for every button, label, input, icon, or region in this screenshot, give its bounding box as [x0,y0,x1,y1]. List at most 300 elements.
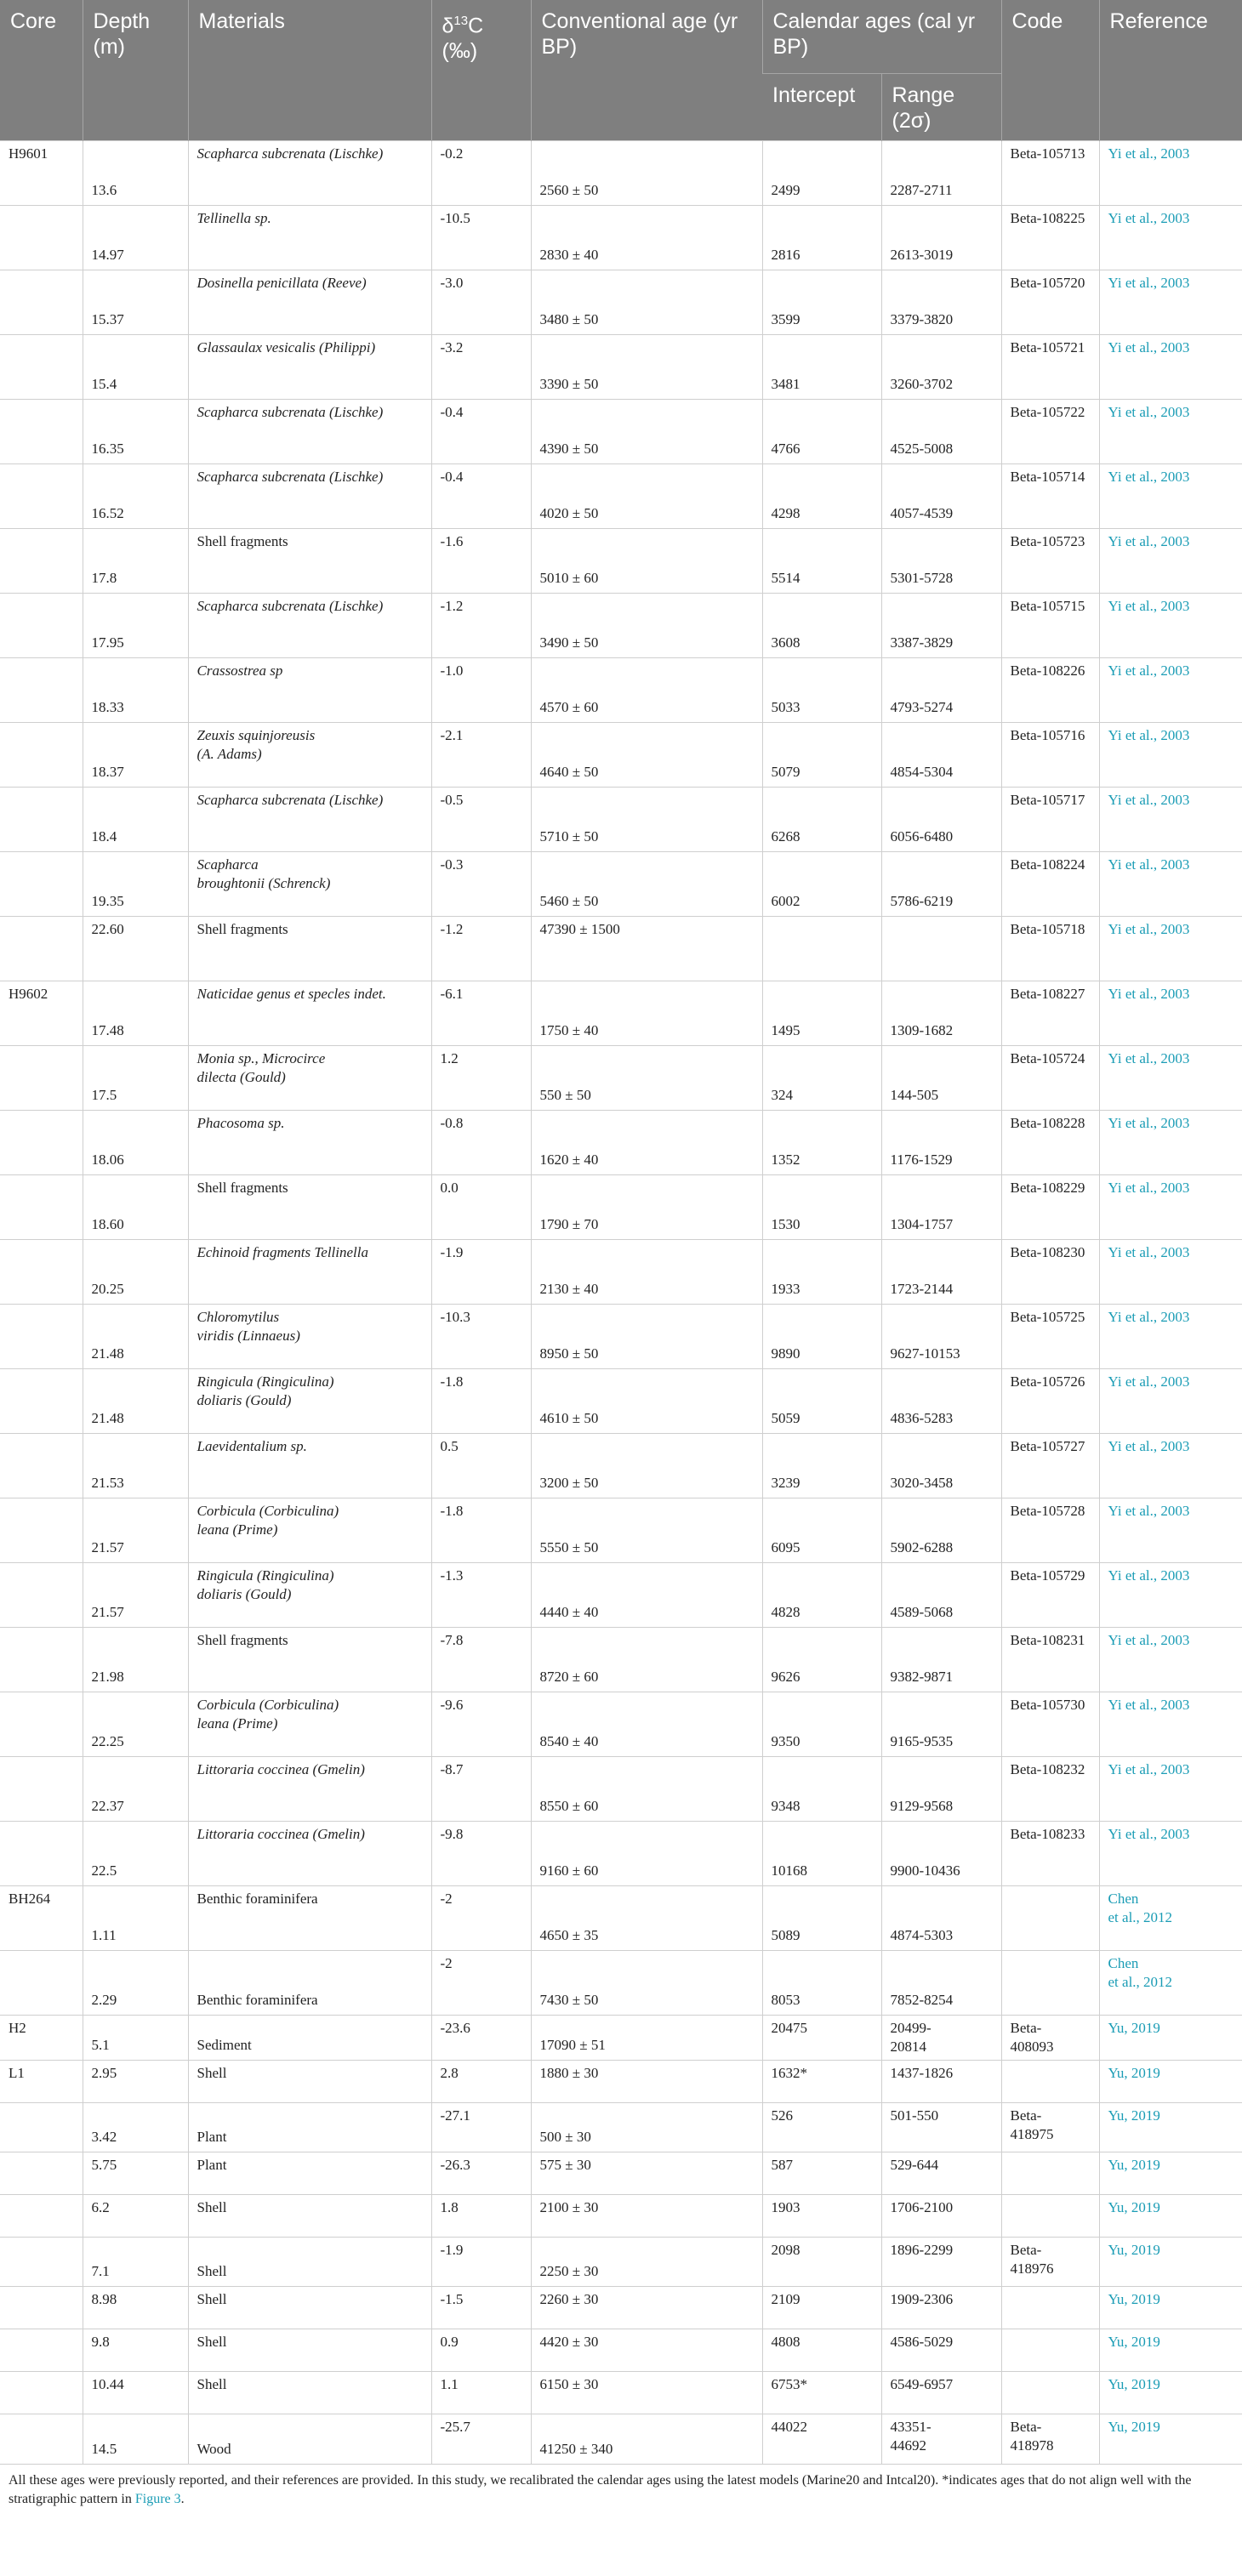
intercept-cell: 3599 [771,311,800,327]
d13c-cell: -9.6 [440,1697,464,1713]
code-cell: Beta- 408093 [1010,2020,1054,2055]
header-core: Core [0,0,83,141]
table-body [0,141,1242,2464]
depth-cell: 18.60 [91,1216,124,1232]
table-row [0,2061,1242,2103]
reference-link[interactable]: Chen et al., 2012 [1108,1891,1173,1925]
d13c-cell: -0.8 [440,1115,464,1131]
reference-link[interactable]: Yi et al., 2003 [1108,1180,1190,1196]
code-cell: Beta-105729 [1010,1567,1085,1584]
range-cell: 4057-4539 [890,505,954,521]
conventional-age-cell: 1790 ± 70 [539,1216,599,1232]
material-cell: Dosinella penicillata (Reeve) [197,275,367,291]
code-cell: Beta-105726 [1010,1373,1085,1390]
range-cell: 9382-9871 [890,1669,954,1685]
conventional-age-cell: 500 ± 30 [539,2129,591,2145]
d13c-cell: -1.0 [440,662,464,679]
d13c-cell: 1.1 [440,2376,459,2392]
conventional-age-cell: 5010 ± 60 [539,570,599,586]
material-cell: Echinoid fragments Tellinella [197,1244,368,1260]
material-cell: Shell fragments [197,1632,288,1648]
header-calendar-ages: Calendar ages (cal yr BP) [762,0,1001,74]
depth-cell: 13.6 [91,182,117,198]
d13c-cell: -2 [440,1955,453,1971]
intercept-cell: 9348 [771,1798,800,1814]
reference-link[interactable]: Yi et al., 2003 [1108,1115,1190,1131]
reference-link[interactable]: Yu, 2019 [1108,2199,1160,2215]
range-cell: 4874-5303 [890,1927,954,1943]
reference-link[interactable]: Yi et al., 2003 [1108,1050,1190,1066]
reference-link[interactable]: Yi et al., 2003 [1108,210,1190,226]
range-cell: 9900-10436 [890,1862,960,1879]
reference-link[interactable]: Yi et al., 2003 [1108,662,1190,679]
depth-cell: 18.06 [91,1152,124,1168]
range-cell: 20499- 20814 [890,2020,932,2055]
material-cell: Phacosoma sp. [197,1115,285,1131]
depth-cell: 10.44 [91,2376,124,2392]
conventional-age-cell: 8540 ± 40 [539,1733,599,1749]
table-footnote [0,2464,1242,2516]
range-cell: 4525-5008 [890,441,954,457]
code-cell: Beta-105725 [1010,1309,1085,1325]
range-cell: 3379-3820 [890,311,954,327]
code-cell: Beta-108224 [1010,856,1085,873]
depth-cell: 2.29 [91,1992,117,2008]
table-row [0,1628,1242,1692]
code-cell: Beta-108231 [1010,1632,1085,1648]
conventional-age-cell: 8950 ± 50 [539,1345,599,1362]
range-cell: 4586-5029 [890,2334,954,2350]
table-row [0,1111,1242,1175]
table-row [0,917,1242,981]
depth-cell: 21.53 [91,1475,124,1491]
intercept-cell: 2098 [771,2242,800,2258]
d13c-cell: -0.3 [440,856,464,873]
conventional-age-cell: 4610 ± 50 [539,1410,599,1426]
material-cell: Scapharca subcrenata (Lischke) [197,598,384,614]
reference-link[interactable]: Yi et al., 2003 [1108,856,1190,873]
reference-link[interactable]: Yi et al., 2003 [1108,1438,1190,1454]
material-cell: Shell fragments [197,533,288,549]
header-intercept: Intercept [762,74,881,141]
core-cell: BH264 [9,1891,51,1907]
conventional-age-cell: 4020 ± 50 [539,505,599,521]
d13c-cell: -26.3 [440,2157,470,2173]
header-reference: Reference [1099,0,1242,141]
intercept-cell: 526 [771,2107,793,2124]
code-cell: Beta-105716 [1010,727,1085,743]
reference-link[interactable]: Yu, 2019 [1108,2334,1160,2350]
intercept-cell: 1632* [771,2065,807,2081]
depth-cell: 14.5 [91,2440,117,2457]
code-cell: Beta-108229 [1010,1180,1085,1196]
reference-link[interactable]: Yi et al., 2003 [1108,921,1190,937]
table-row [0,2287,1242,2329]
material-cell: Naticidae genus et specles indet. [197,986,386,1002]
depth-cell: 17.8 [91,570,117,586]
range-cell: 3020-3458 [890,1475,954,1491]
table-row [0,270,1242,335]
material-cell: Scapharca subcrenata (Lischke) [197,145,384,162]
reference-link[interactable]: Yi et al., 2003 [1108,533,1190,549]
material-cell: Chloromytilus viridis (Linnaeus) [197,1309,300,1344]
d13c-cell: -8.7 [440,1761,464,1777]
table-row [0,1434,1242,1498]
range-cell: 4854-5304 [890,764,954,780]
depth-cell: 21.57 [91,1539,124,1555]
reference-link[interactable]: Yi et al., 2003 [1108,404,1190,420]
table-row [0,852,1242,917]
table-row [0,1563,1242,1628]
footnote-end: . [180,2491,185,2506]
conventional-age-cell: 5460 ± 50 [539,893,599,909]
reference-link[interactable]: Yu, 2019 [1108,2242,1160,2258]
reference-link[interactable]: Yi et al., 2003 [1108,1309,1190,1325]
intercept-cell: 9890 [771,1345,800,1362]
depth-cell: 8.98 [91,2291,117,2307]
intercept-cell: 10168 [771,1862,807,1879]
range-cell: 2613-3019 [890,247,954,263]
material-cell: Scapharca subcrenata (Lischke) [197,404,384,420]
code-cell: Beta-105721 [1010,339,1085,355]
reference-link[interactable]: Yi et al., 2003 [1108,275,1190,291]
intercept-cell: 8053 [771,1992,800,2008]
code-cell: Beta-108225 [1010,210,1085,226]
table-row [0,1822,1242,1886]
table-row [0,1305,1242,1369]
range-cell: 9165-9535 [890,1733,954,1749]
material-cell: Scapharca subcrenata (Lischke) [197,792,384,808]
conventional-age-cell: 3480 ± 50 [539,311,599,327]
material-cell: Tellinella sp. [197,210,271,226]
header-conventional-age: Conventional age (yr BP) [531,0,762,141]
table-row [0,464,1242,529]
d13c-cell: -25.7 [440,2419,470,2435]
intercept-cell: 2816 [771,247,800,263]
depth-cell: 22.25 [91,1733,124,1749]
table-row [0,2195,1242,2238]
footnote-text: All these ages were previously reported, and their references are provided. In this study, we recalibrated the calendar ages using the latest models (Marine20 and Intcal20). *indicates ages that do not align well with the stratigraphic pattern in [9,2472,1192,2506]
intercept-cell: 20475 [771,2020,807,2036]
material-cell: Laevidentalium sp. [197,1438,307,1454]
range-cell: 1176-1529 [890,1152,953,1168]
conventional-age-cell: 4640 ± 50 [539,764,599,780]
material-cell: Ringicula (Ringiculina) doliaris (Gould) [197,1567,334,1602]
reference-link[interactable]: Yi et al., 2003 [1108,1826,1190,1842]
range-cell: 3387-3829 [890,634,954,651]
range-cell: 1896-2299 [890,2242,954,2258]
table-row [0,1692,1242,1757]
reference-link[interactable]: Yi et al., 2003 [1108,1632,1190,1648]
code-cell: Beta- 418975 [1010,2107,1054,2142]
material-cell: Shell [197,2376,227,2392]
intercept-cell: 3608 [771,634,800,651]
table-row [0,2372,1242,2414]
table-row [0,788,1242,852]
range-cell: 1706-2100 [890,2199,954,2215]
code-cell: Beta-105722 [1010,404,1085,420]
conventional-age-cell: 4420 ± 30 [539,2334,599,2350]
conventional-age-cell: 2100 ± 30 [539,2199,599,2215]
depth-cell: 20.25 [91,1281,124,1297]
depth-cell: 16.52 [91,505,124,521]
table-row [0,594,1242,658]
reference-link[interactable]: Yi et al., 2003 [1108,727,1190,743]
conventional-age-cell: 2250 ± 30 [539,2263,599,2279]
range-cell: 529-644 [890,2157,939,2173]
reference-link[interactable]: Yi et al., 2003 [1108,1373,1190,1390]
range-cell: 501-550 [890,2107,939,2124]
core-cell: H2 [9,2020,26,2036]
intercept-cell: 6002 [771,893,800,909]
depth-cell: 6.2 [91,2199,110,2215]
table-row [0,1240,1242,1305]
material-cell: Littoraria coccinea (Gmelin) [197,1761,365,1777]
table-row [0,2152,1242,2195]
code-cell: Beta-105715 [1010,598,1085,614]
code-cell: Beta-105727 [1010,1438,1085,1454]
code-cell: Beta-108226 [1010,662,1085,679]
d13c-cell: -1.2 [440,598,464,614]
table-row [0,1369,1242,1434]
table-row [0,1175,1242,1240]
conventional-age-cell: 550 ± 50 [539,1087,591,1103]
depth-cell: 7.1 [91,2263,110,2279]
d13c-cell: -7.8 [440,1632,464,1648]
table-row [0,335,1242,400]
depth-cell: 15.4 [91,376,117,392]
reference-link[interactable]: Yi et al., 2003 [1108,792,1190,808]
d13c-cell: -0.2 [440,145,464,162]
conventional-age-cell: 41250 ± 340 [539,2440,613,2457]
material-cell: Scapharca broughtonii (Schrenck) [197,856,331,891]
depth-cell: 22.60 [91,921,124,937]
d13c-cell: -1.5 [440,2291,464,2307]
core-cell: L1 [9,2065,25,2081]
conventional-age-cell: 2260 ± 30 [539,2291,599,2307]
table-row [0,1046,1242,1111]
material-cell: Ringicula (Ringiculina) doliaris (Gould) [197,1373,334,1408]
conventional-age-cell: 1880 ± 30 [539,2065,599,2081]
material-cell: Benthic foraminifera [197,1992,318,2008]
range-cell: 9129-9568 [890,1798,954,1814]
d13c-cell: 1.2 [440,1050,459,1066]
reference-link[interactable]: Yu, 2019 [1108,2065,1160,2081]
code-cell: Beta-108230 [1010,1244,1085,1260]
depth-cell: 22.5 [91,1862,117,1879]
d13c-cell: -6.1 [440,986,464,1002]
code-cell: Beta-105718 [1010,921,1085,937]
code-cell: Beta-105713 [1010,145,1085,162]
d13c-cell: -10.3 [440,1309,470,1325]
range-cell: 4589-5068 [890,1604,954,1620]
d13c-cell: -1.9 [440,1244,464,1260]
d13c-cell: 2.8 [440,2065,459,2081]
core-cell: H9601 [9,145,48,162]
range-cell: 6549-6957 [890,2376,954,2392]
table-header [0,0,1242,141]
depth-cell: 19.35 [91,893,124,909]
material-cell: Sediment [197,2037,252,2053]
table-row [0,529,1242,594]
header-code: Code [1001,0,1099,141]
conventional-age-cell: 6150 ± 30 [539,2376,599,2392]
code-cell: Beta-108233 [1010,1826,1085,1842]
code-cell: Beta-105730 [1010,1697,1085,1713]
table-row [0,1498,1242,1563]
intercept-cell: 3481 [771,376,800,392]
intercept-cell: 2109 [771,2291,800,2307]
table-row [0,2414,1242,2464]
table-row [0,723,1242,788]
reference-link[interactable]: Chen et al., 2012 [1108,1955,1173,1990]
range-cell: 4793-5274 [890,699,954,715]
material-cell: Scapharca subcrenata (Lischke) [197,469,384,485]
conventional-age-cell: 2830 ± 40 [539,247,599,263]
depth-cell: 5.75 [91,2157,117,2173]
intercept-cell: 5089 [771,1927,800,1943]
figure-3-link[interactable]: Figure 3 [134,2491,181,2506]
d13c-cell: -1.9 [440,2242,464,2258]
intercept-cell: 6753* [771,2376,807,2392]
depth-cell: 15.37 [91,311,124,327]
depth-cell: 21.48 [91,1410,124,1426]
conventional-age-cell: 17090 ± 51 [539,2037,606,2053]
intercept-cell: 5079 [771,764,800,780]
depth-cell: 18.37 [91,764,124,780]
range-cell: 43351- 44692 [890,2419,932,2454]
conventional-age-cell: 4650 ± 35 [539,1927,599,1943]
depth-cell: 2.95 [91,2065,117,2081]
d13c-cell: 1.8 [440,2199,459,2215]
range-cell: 5902-6288 [890,1539,954,1555]
depth-cell: 14.97 [91,247,124,263]
reference-link[interactable]: Yu, 2019 [1108,2291,1160,2307]
d13c-cell: -0.4 [440,404,464,420]
code-cell: Beta-108228 [1010,1115,1085,1131]
d13c-cell: -9.8 [440,1826,464,1842]
d13c-cell: -3.0 [440,275,464,291]
table-row [0,981,1242,1046]
intercept-cell: 4828 [771,1604,800,1620]
material-cell: Benthic foraminifera [197,1891,318,1907]
material-cell: Corbicula (Corbiculina) leana (Prime) [197,1697,339,1732]
intercept-cell: 5059 [771,1410,800,1426]
code-cell: Beta-105717 [1010,792,1085,808]
material-cell: Corbicula (Corbiculina) leana (Prime) [197,1503,339,1538]
d13c-cell: -1.8 [440,1373,464,1390]
intercept-cell: 587 [771,2157,793,2173]
reference-link[interactable]: Yu, 2019 [1108,2020,1160,2036]
range-cell: 5786-6219 [890,893,954,909]
code-cell: Beta-105720 [1010,275,1085,291]
depth-cell: 18.33 [91,699,124,715]
reference-link[interactable]: Yu, 2019 [1108,2376,1160,2392]
reference-link[interactable]: Yi et al., 2003 [1108,469,1190,485]
reference-link[interactable]: Yu, 2019 [1108,2157,1160,2173]
depth-cell: 21.98 [91,1669,124,1685]
header-range: Range (2σ) [881,74,1001,141]
range-cell: 4836-5283 [890,1410,954,1426]
reference-link[interactable]: Yi et al., 2003 [1108,598,1190,614]
d13c-cell: -1.3 [440,1567,464,1584]
intercept-cell: 1903 [771,2199,800,2215]
intercept-cell: 1530 [771,1216,800,1232]
header-depth: Depth (m) [83,0,188,141]
material-cell: Monia sp., Microcirce dilecta (Gould) [197,1050,326,1085]
intercept-cell: 9626 [771,1669,800,1685]
reference-link[interactable]: Yi et al., 2003 [1108,1567,1190,1584]
material-cell: Shell fragments [197,1180,288,1196]
code-cell: Beta-105714 [1010,469,1085,485]
reference-link[interactable]: Yi et al., 2003 [1108,1503,1190,1519]
conventional-age-cell: 2130 ± 40 [539,1281,599,1297]
depth-cell: 17.95 [91,634,124,651]
d13c-cell: -1.8 [440,1503,464,1519]
material-cell: Glassaulax vesicalis (Philippi) [197,339,376,355]
d13c-cell: -23.6 [440,2020,470,2036]
conventional-age-cell: 1750 ± 40 [539,1022,599,1038]
reference-link[interactable]: Yu, 2019 [1108,2419,1160,2435]
range-cell: 2287-2711 [890,182,953,198]
reference-link[interactable]: Yu, 2019 [1108,2107,1160,2124]
range-cell: 3260-3702 [890,376,954,392]
material-cell: Plant [197,2157,227,2173]
code-cell: Beta-105728 [1010,1503,1085,1519]
table-row [0,2016,1242,2061]
conventional-age-cell: 5550 ± 50 [539,1539,599,1555]
range-cell: 1909-2306 [890,2291,954,2307]
d13c-cell: -27.1 [440,2107,470,2124]
material-cell: Littoraria coccinea (Gmelin) [197,1826,365,1842]
intercept-cell: 5514 [771,570,800,586]
d13c-cell: -0.5 [440,792,464,808]
intercept-cell: 9350 [771,1733,800,1749]
conventional-age-cell: 3490 ± 50 [539,634,599,651]
code-cell: Beta-108227 [1010,986,1085,1002]
d13c-cell: -1.6 [440,533,464,549]
material-cell: Shell [197,2291,227,2307]
table-row [0,1951,1242,2016]
reference-link[interactable]: Yi et al., 2003 [1108,1244,1190,1260]
d13c-cell: 0.5 [440,1438,459,1454]
conventional-age-cell: 47390 ± 1500 [539,921,620,937]
reference-link[interactable]: Yi et al., 2003 [1108,1697,1190,1713]
intercept-cell: 1352 [771,1152,800,1168]
depth-cell: 16.35 [91,441,124,457]
code-cell: Beta-108232 [1010,1761,1085,1777]
d13c-cell: 0.0 [440,1180,459,1196]
depth-cell: 18.4 [91,828,117,844]
material-cell: Shell [197,2334,227,2350]
conventional-age-cell: 4440 ± 40 [539,1604,599,1620]
table-row [0,400,1242,464]
conventional-age-cell: 2560 ± 50 [539,182,599,198]
range-cell: 144-505 [890,1087,939,1103]
depth-cell: 22.37 [91,1798,124,1814]
reference-link[interactable]: Yi et al., 2003 [1108,1761,1190,1777]
reference-link[interactable]: Yi et al., 2003 [1108,145,1190,162]
range-cell: 1437-1826 [890,2065,954,2081]
code-cell: Beta-105723 [1010,533,1085,549]
reference-link[interactable]: Yi et al., 2003 [1108,339,1190,355]
depth-cell: 9.8 [91,2334,110,2350]
depth-cell: 5.1 [91,2037,110,2053]
d13c-cell: -3.2 [440,339,464,355]
conventional-age-cell: 5710 ± 50 [539,828,599,844]
range-cell: 7852-8254 [890,1992,954,2008]
reference-link[interactable]: Yi et al., 2003 [1108,986,1190,1002]
